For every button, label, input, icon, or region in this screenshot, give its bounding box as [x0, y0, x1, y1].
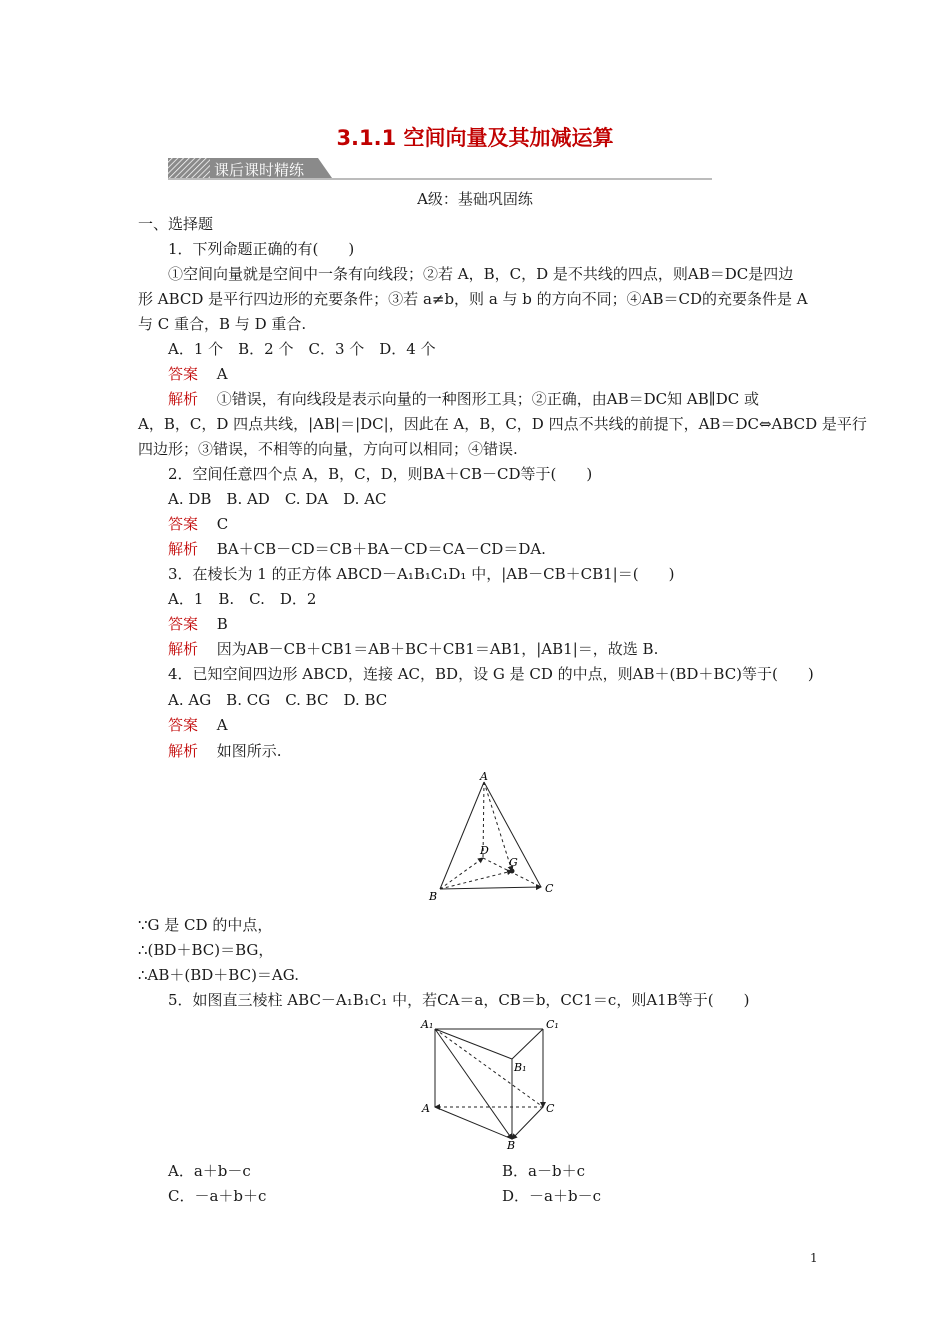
q4-reason-line3: ∴AB＋(BD＋BC)＝AG.: [138, 966, 299, 984]
edge-cb: [512, 1107, 543, 1139]
label-c1: C₁: [546, 1018, 559, 1031]
point-g: [510, 869, 515, 874]
q4-answer: A: [216, 716, 228, 734]
q3-answer: B: [216, 615, 228, 633]
q4-reason-line2: ∴(BD＋BC)＝BG，: [138, 941, 274, 959]
page-title: 3.1.1 空间向量及其加减运算: [336, 126, 614, 150]
q3-analysis: 因为AB－CB＋CB1＝AB＋BC＋CB1＝AB1，|AB1|＝，故选 B.: [216, 640, 659, 658]
q4-options: A. AG B. CG C. BC D. BC: [168, 691, 388, 709]
label-b1: B₁: [514, 1061, 527, 1074]
label-c: C: [546, 1102, 555, 1115]
q1-analysis-line3: 四边形；③错误，不相等的向量，方向可以相同；④错误.: [138, 440, 518, 458]
q2-analysis: BA＋CB－CD＝CB＋BA－CD＝CA－CD＝DA.: [216, 540, 546, 558]
q4-analysis-label: 解析: [168, 742, 199, 760]
label-c: C: [545, 882, 554, 895]
q1-analysis-label: 解析: [168, 390, 199, 408]
q1-analysis-line1: ①错误，有向线段是表示向量的一种图形工具；②正确，由AB＝DC知 AB∥DC 或: [216, 390, 759, 408]
q2-answer-label: 答案: [168, 515, 199, 533]
q3-options: A．1 B. C. D．2: [168, 590, 317, 608]
q5-option-d: D．－a＋b－c: [502, 1187, 601, 1205]
label-d: D: [480, 844, 489, 857]
q1-answer-label: 答案: [168, 365, 199, 383]
label-a: A: [422, 1102, 430, 1115]
q4-answer-label: 答案: [168, 716, 199, 734]
label-b: B: [429, 890, 438, 903]
q1-body-line3: 与 C 重合，B 与 D 重合.: [138, 315, 307, 333]
q5-stem: 5．如图直三棱柱 ABC－A₁B₁C₁ 中，若CA＝a，CB＝b，CC1＝c，则A1B等于( ): [168, 991, 750, 1009]
edge-ab: [440, 782, 484, 889]
q5-option-b: B．a－b＋c: [502, 1162, 585, 1180]
level-heading: A级：基础巩固练: [417, 190, 533, 208]
q3-answer-label: 答案: [168, 615, 199, 633]
q1-analysis-line2: A，B，C，D 四点共线，|AB|＝|DC|，因此在 A，B，C，D 四点不共线的前提下，AB＝DC⇔ABCD 是平行: [138, 415, 867, 433]
label-g: G: [509, 856, 518, 869]
edge-b1c1: [512, 1029, 543, 1059]
label-a1: A₁: [421, 1018, 434, 1031]
edge-a1c: [435, 1029, 543, 1107]
q2-analysis-label: 解析: [168, 540, 199, 558]
q1-stem: 1．下列命题正确的有( ): [168, 240, 355, 258]
q1-body-line1: ①空间向量就是空间中一条有向线段；②若 A，B，C，D 是不共线的四点，则AB＝DC是四边: [168, 265, 794, 283]
edge-bc: [440, 887, 541, 889]
q4-stem: 4．已知空间四边形 ABCD，连接 AC，BD，设 G 是 CD 的中点，则AB＋(BD＋BC)等于( ): [168, 665, 814, 683]
edge-a1b1: [435, 1029, 512, 1059]
tetrahedron-figure: [424, 770, 560, 904]
q4-reason-line1: ∵G 是 CD 的中点，: [138, 916, 273, 934]
q5-option-c: C．－a＋b＋c: [168, 1187, 267, 1205]
section-heading: 一、选择题: [138, 215, 214, 233]
page-number: 1: [810, 1251, 818, 1265]
q1-options: A．1 个 B．2 个 C．3 个 D．4 个: [168, 340, 436, 358]
q1-answer: A: [216, 365, 228, 383]
prism-figure: [416, 1016, 566, 1150]
q2-options: A. DB B. AD C. DA D. AC: [168, 490, 387, 508]
q3-analysis-label: 解析: [168, 640, 199, 658]
label-b: B: [507, 1139, 516, 1150]
q1-body-line2: 形 ABCD 是平行四边形的充要条件；③若 a≠b，则 a 与 b 的方向不同；④AB＝CD的充要条件是 A: [138, 290, 808, 308]
banner-label: 课后课时精练: [214, 161, 305, 179]
q5-option-a: A．a＋b－c: [168, 1162, 251, 1180]
edge-bg: [440, 871, 512, 889]
q3-stem: 3．在棱长为 1 的正方体 ABCD－A₁B₁C₁D₁ 中，|AB－CB＋CB1|＝( ): [168, 565, 675, 583]
label-a: A: [480, 770, 488, 783]
q4-analysis: 如图所示.: [216, 742, 282, 760]
q2-stem: 2．空间任意四个点 A，B，C，D，则BA＋CB－CD等于( ): [168, 465, 593, 483]
q2-answer: C: [216, 515, 229, 533]
